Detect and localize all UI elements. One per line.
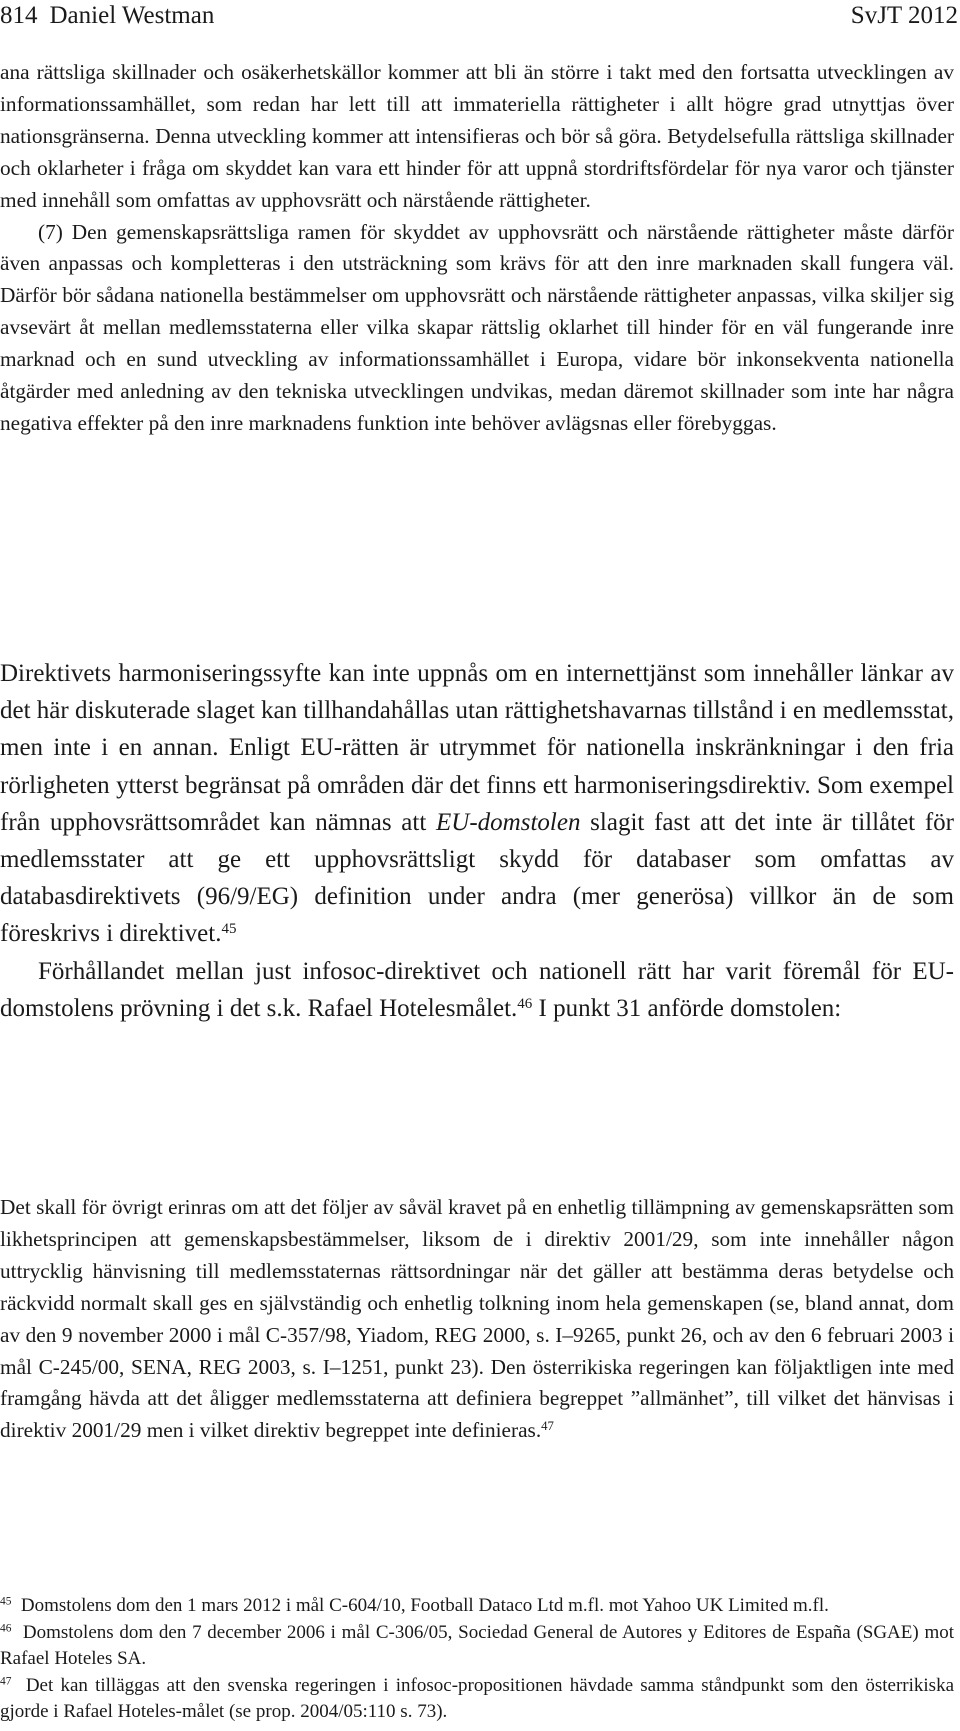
quote-text: Det skall för övrigt erinras om att det följer av såväl kravet på en enhetlig tillämpning av gemenskapsrätten som likhetsprincipen att gemenskapsbestämmelser, liksom de i direktiv 2001/29, som inte innehåller någon uttrycklig hänvisning till medlemsstaternas rättsordningar när det gäller att bestämma deras betydelse och räckvidd normalt skall ges en självständig och enhetlig tolkning inom hela gemenskapen (se, bland annat, dom av den 9 november 2000 i mål C-357/98, Yiadom, REG 2000, s. I–9265, punkt 26, och av den 6 februari 2003 i mål C-245/00, SENA, REG 2003, s. I–1251, punkt 23). Den österrikiska regeringen kan följaktligen inte med framgång hävda att det åligger medlemsstaterna att definiera begreppet ”allmänhet”, till vilket det hänvisas i direktiv 2001/29 men i vilket direktiv begreppet inte definieras. bbox=[0, 1195, 954, 1443]
quote-paragraph: (7) Den gemenskapsrättsliga ramen för skyddet av upphovsrätt och närstående rättigheter måste därför även anpassas och kompletteras i den utsträckning som krävs för att den inre marknaden skall fungera väl. Därför bör sådana nationella bestämmelser om upphovsrätt och närstående rättigheter anpassas, vilka skiljer sig avsevärt åt mellan medlemsstaterna eller vilka skapar rättslig oklarhet till hinder för en väl fungerande inre marknad och en sund utveckling av informationssamhället i Europa, vidare bör inkonsekventa nationella åtgärder med anledning av den tekniska utvecklingen undvikas, medan däremot skillnader som inte har några negativa effekter på den inre marknadens funktion inte behöver avlägsnas eller förebyggas. bbox=[0, 219, 954, 435]
footnote-text: Domstolens dom den 1 mars 2012 i mål C-604/10, Football Dataco Ltd m.fl. mot Yahoo UK Limited m.fl. bbox=[20, 1595, 829, 1616]
journal-name: SvJT 2012 bbox=[850, 2, 958, 29]
footnote-number: 47 bbox=[0, 1675, 12, 1688]
footnote-text: Det kan tilläggas att den svenska regeringen i infosoc-propositionen hävdade samma ståndpunkt som den österrikiska gjorde i Rafael Hoteles-målet (se prop. 2004/05:110 s. 73). bbox=[0, 1675, 955, 1722]
quote-paragraph bbox=[0, 1192, 954, 1447]
body-paragraph bbox=[0, 953, 954, 1027]
footnote bbox=[0, 1673, 954, 1724]
page-number: 814 bbox=[0, 2, 38, 29]
author-name: Daniel Westman bbox=[49, 2, 215, 29]
quote-paragraph: ana rättsliga skillnader och osäkerhetskällor kommer att bli än större i takt med den fortsatta utvecklingen av informationssamhället, som redan har lett till att immateriella rättigheter i allt högre grad utnyttjas över nationsgränserna. Denna utveckling kommer att intensifieras och bör så göra. Betydelsefulla rättsliga skillnader och oklarheter i fråga om skyddet kan vara ett hinder för att uppnå stordriftsfördelar för nya varor och tjänster med innehåll som omfattas av upphovsrätt och närstående rättigheter. bbox=[0, 60, 954, 212]
body-text-run: Direktivets harmoniseringssyfte kan inte uppnås om en internettjänst som innehåller länkar av det här diskuterade slaget kan tillhandahållas utan rättighetshavarnas tillstånd i en medlemsstat, men inte i en annan. Enligt EU-rätten är utrymmet för nationella inskränkningar i den fria rörligheten ytterst begränsat på områden där det finns ett harmoniseringsdirektiv. Som exempel från upphovsrättsområdet kan nämnas att bbox=[0, 660, 954, 836]
running-header bbox=[0, 0, 958, 32]
header-left bbox=[0, 0, 214, 32]
footnote bbox=[0, 1593, 954, 1618]
footnote-reference[interactable]: 45 bbox=[221, 921, 237, 938]
body-text-run: I punkt 31 anförde domstolen: bbox=[532, 994, 842, 1022]
footnote-number: 46 bbox=[0, 1623, 12, 1636]
body-text-run: Förhållandet mellan just infosoc-direktivet och nationell rätt har varit föremål för EU-domstolens prövning i det s.k. Rafael Hotelesmålet. bbox=[0, 957, 954, 1022]
footnote-number: 45 bbox=[0, 1595, 12, 1608]
footnote bbox=[0, 1620, 954, 1671]
footnote-text: Domstolens dom den 7 december 2006 i mål C-306/05, Sociedad General de Autores y Editores de España (SGAE) mot Rafael Hoteles SA. bbox=[0, 1622, 955, 1669]
footnotes bbox=[0, 1593, 954, 1726]
body-paragraph bbox=[0, 655, 954, 953]
footnote-reference[interactable]: 47 bbox=[541, 1419, 554, 1434]
body-text bbox=[0, 655, 954, 1027]
italic-term: EU-domstolen bbox=[436, 808, 581, 836]
block-quote-court bbox=[0, 1192, 954, 1447]
footnote-reference[interactable]: 46 bbox=[517, 995, 533, 1012]
block-quote-directive bbox=[0, 57, 954, 440]
body-text-run: slagit fast att det inte är tillåtet för medlemsstater att ge ett upphovsrättsligt skydd för databaser som omfattas av databasdirektivets (96/9/EG) definition under andra (mer generösa) villkor än de som föreskrivs i direktivet. bbox=[0, 808, 954, 948]
